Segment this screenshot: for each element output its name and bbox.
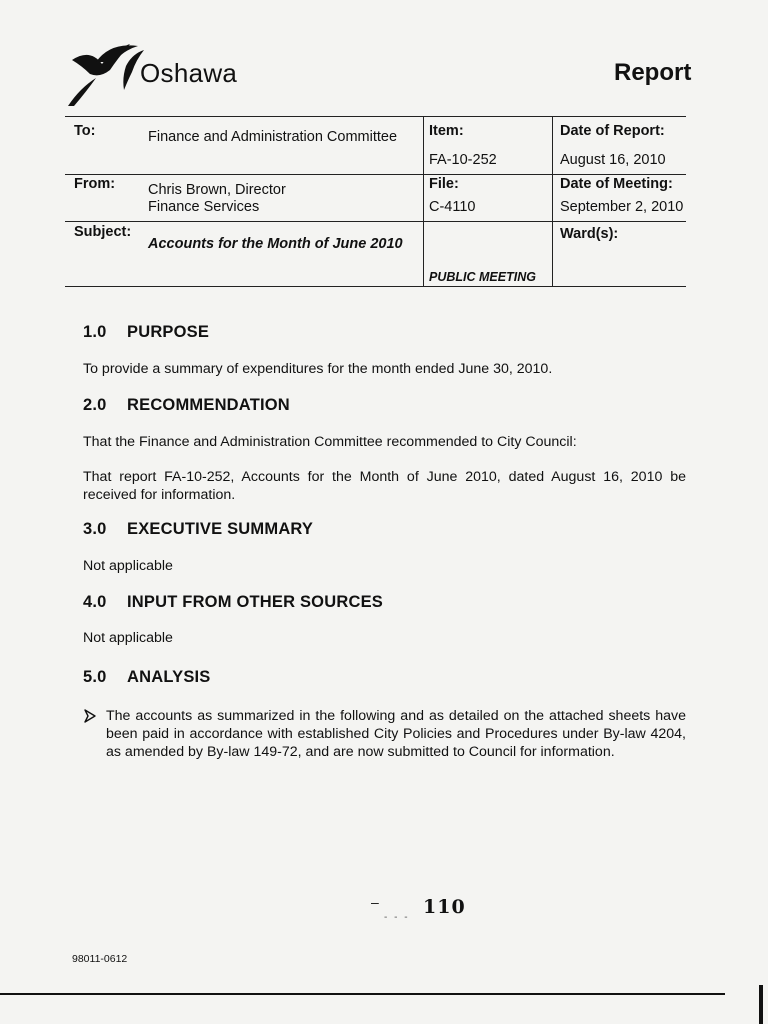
table-bottom-border <box>65 286 686 287</box>
executive-summary-text: Not applicable <box>83 558 173 574</box>
to-value: Finance and Administration Committee <box>148 129 398 145</box>
section-heading-input-other-sources: 4.0 INPUT FROM OTHER SOURCES <box>83 593 383 611</box>
section-heading-recommendation: 2.0 RECOMMENDATION <box>83 396 290 414</box>
file-value: C-4110 <box>429 199 476 215</box>
subject-label: Subject: <box>74 224 132 240</box>
arrow-bullet-icon <box>83 709 97 723</box>
date-of-report-value: August 16, 2010 <box>560 152 666 168</box>
public-meeting-label: PUBLIC MEETING <box>429 270 536 284</box>
file-label: File: <box>429 176 459 192</box>
purpose-text: To provide a summary of expenditures for the month ended June 30, 2010. <box>83 361 553 377</box>
subject-value: Accounts for the Month of June 2010 <box>148 236 403 252</box>
section-heading-analysis: 5.0 ANALYSIS <box>83 668 211 686</box>
page-number: 110 <box>423 896 466 918</box>
logo-wordmark: Oshawa <box>140 58 238 88</box>
wards-label: Ward(s): <box>560 226 619 242</box>
to-label: To: <box>74 123 96 139</box>
date-of-report-label: Date of Report: <box>560 123 665 139</box>
report-title: Report <box>614 59 692 86</box>
item-label: Item: <box>429 123 464 139</box>
table-col-divider-1 <box>423 116 424 286</box>
input-other-sources-text: Not applicable <box>83 630 173 646</box>
table-row-divider-2 <box>65 221 686 222</box>
section-heading-purpose: 1.0 PURPOSE <box>83 323 210 341</box>
from-label: From: <box>74 176 116 192</box>
item-value: FA-10-252 <box>429 152 497 168</box>
date-of-meeting-label: Date of Meeting: <box>560 176 673 192</box>
from-value-line2: Finance Services <box>148 199 260 215</box>
scan-edge-mark <box>759 985 763 1024</box>
table-top-border <box>65 116 686 117</box>
section-heading-executive-summary: 3.0 EXECUTIVE SUMMARY <box>83 520 314 538</box>
oshawa-logo-icon <box>66 40 146 108</box>
from-value-line1: Chris Brown, Director <box>148 182 286 198</box>
bottom-rule <box>0 993 725 995</box>
recommendation-text-2: That report FA-10-252, Accounts for the Month of June 2010, dated August 16, 2010 be received for information. <box>83 469 686 503</box>
date-of-meeting-value: September 2, 2010 <box>560 199 684 215</box>
page-mark-dots: - - - <box>384 912 410 923</box>
recommendation-text-1: That the Finance and Administration Committee recommended to City Council: <box>83 434 577 450</box>
page-mark-dash: – <box>371 894 379 910</box>
form-code: 98011-0612 <box>72 953 128 965</box>
analysis-bullet-text: The accounts as summarized in the following and as detailed on the attached sheets have been paid in accordance with established City Policies and Procedures under By-law 4204, as amended by By-law 149-72, and are now submitted to Council for information. <box>106 708 686 760</box>
table-col-divider-2 <box>552 116 553 286</box>
